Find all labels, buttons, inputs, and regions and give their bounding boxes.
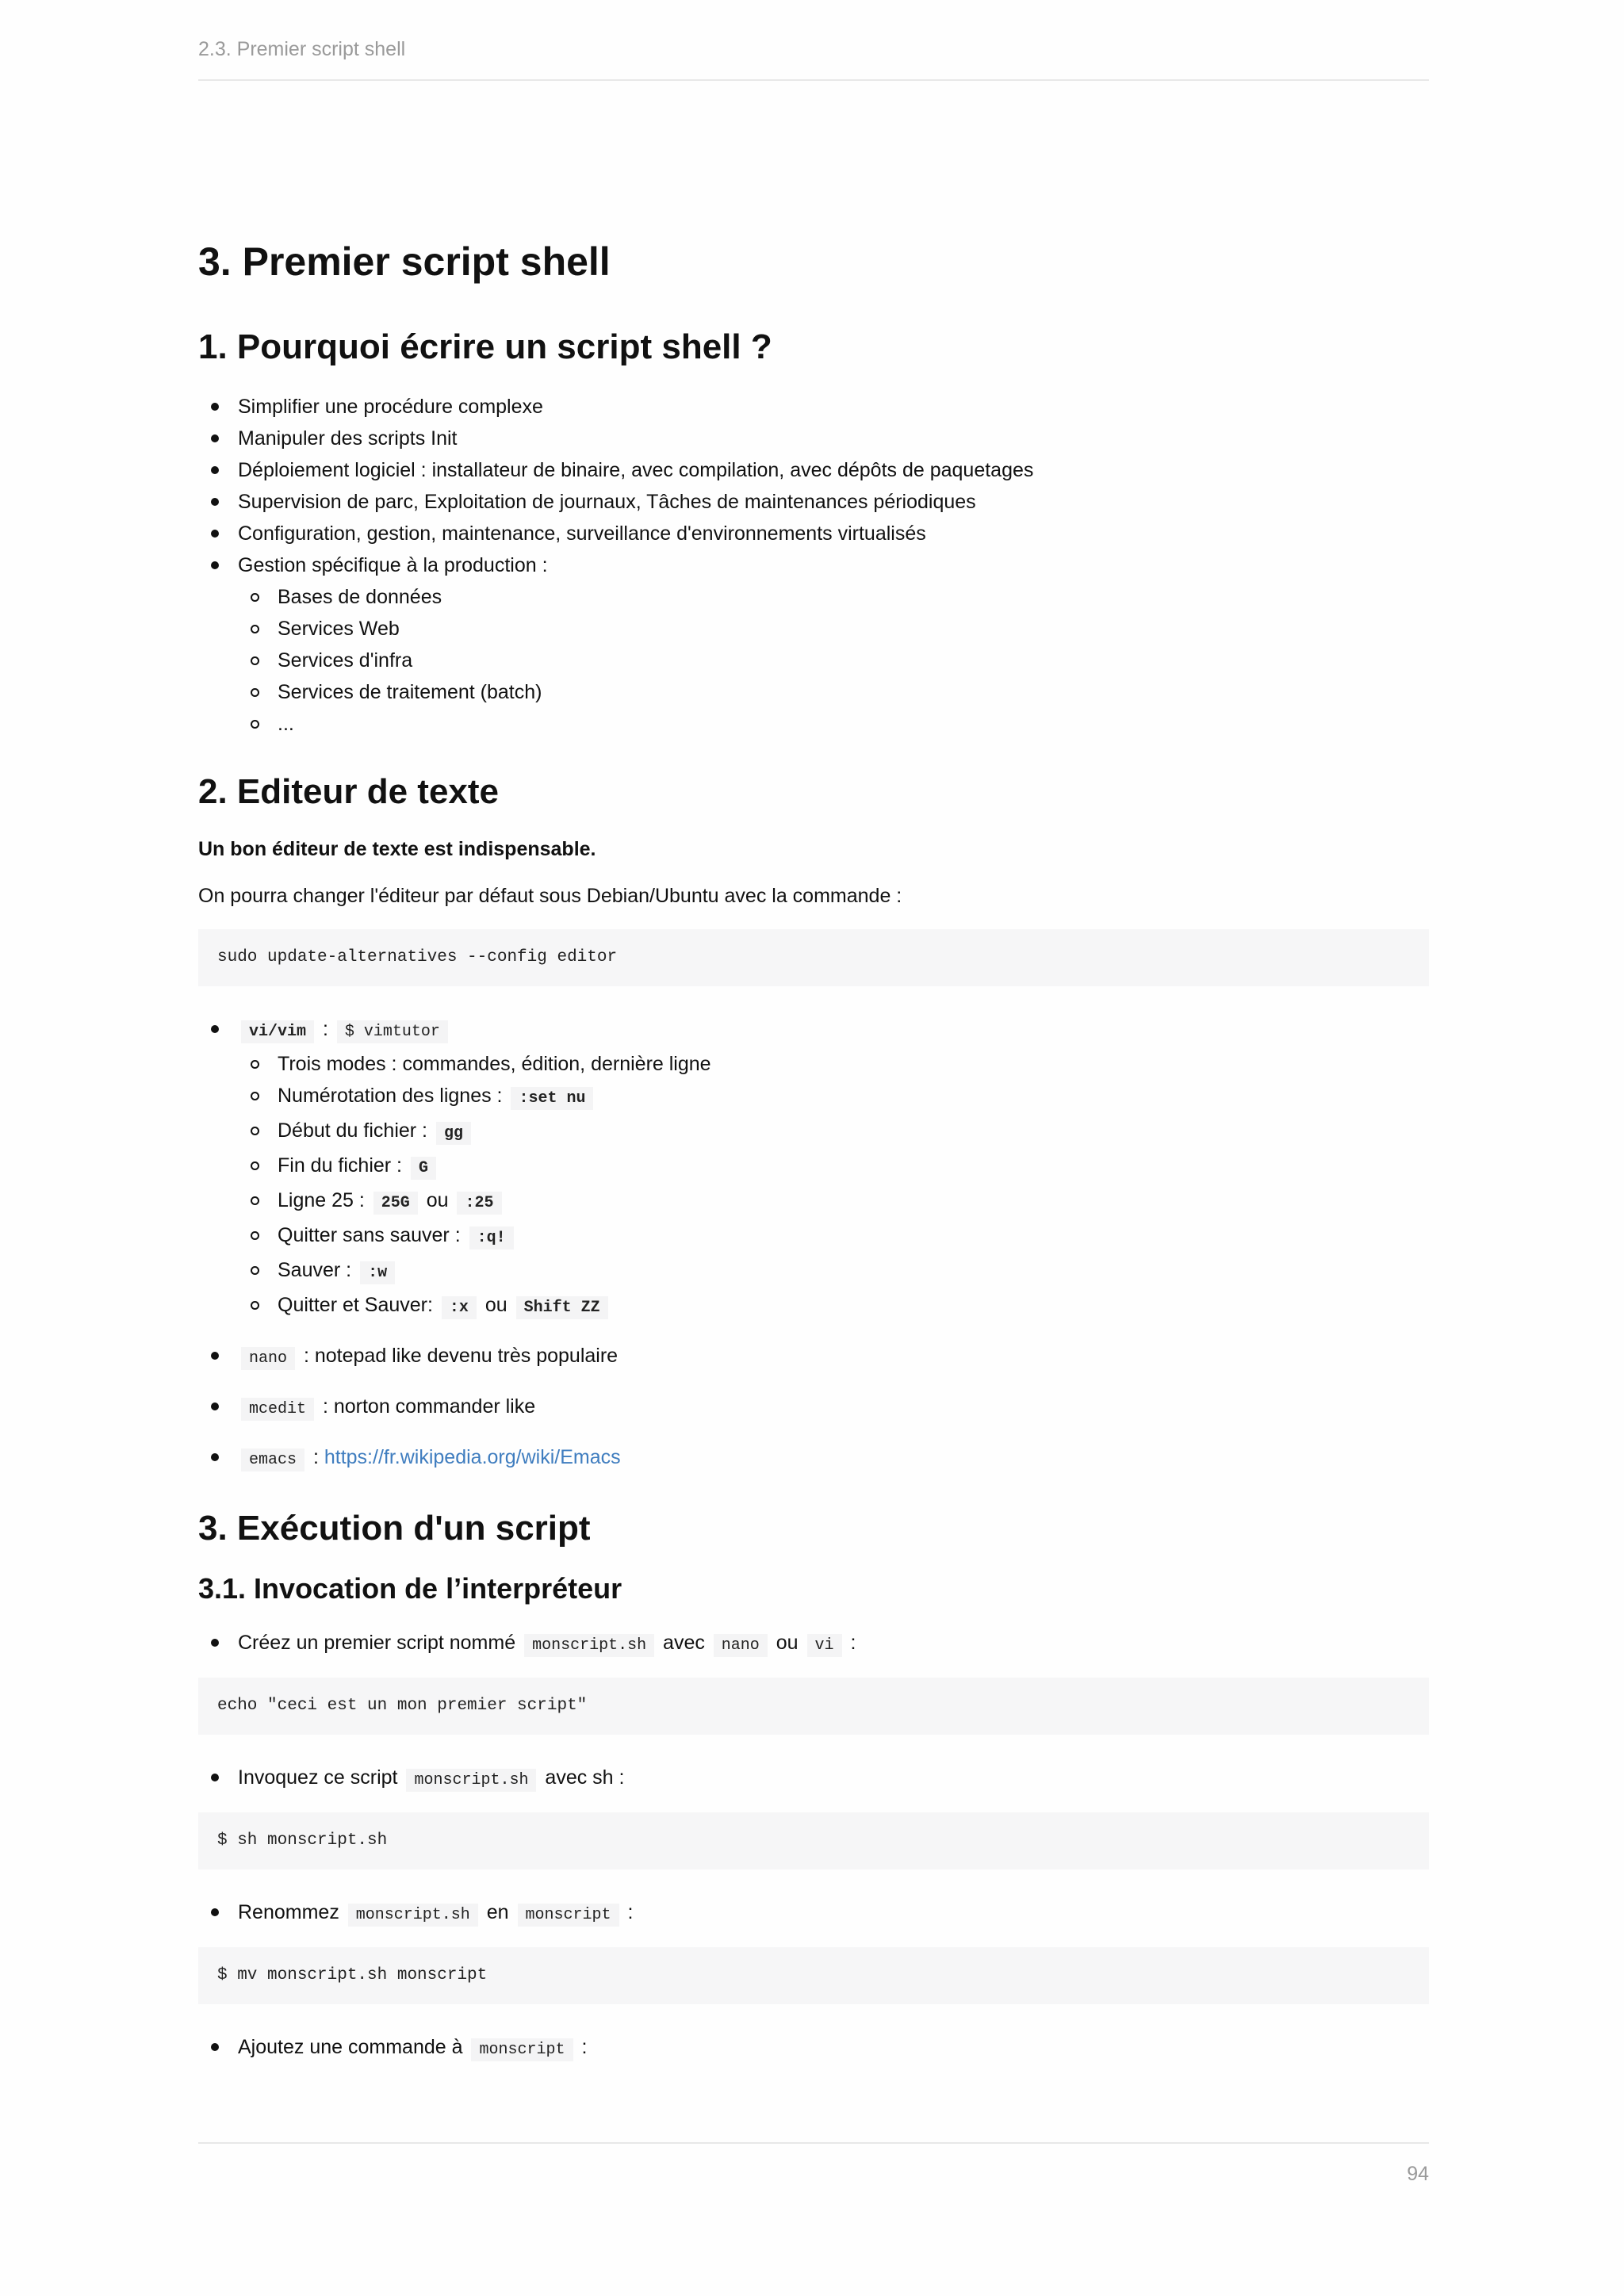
inline-code: 25G bbox=[373, 1192, 418, 1215]
section3-1-heading: 3.1. Invocation de l’interpréteur bbox=[198, 1572, 622, 1605]
text: Quitter et Sauver: bbox=[278, 1293, 439, 1316]
text: : notepad like devenu très populaire bbox=[298, 1344, 619, 1367]
text: : bbox=[308, 1445, 324, 1468]
list-item-label: Gestion spécifique à la production : bbox=[238, 553, 548, 576]
list-item-vim bbox=[198, 1013, 1429, 1324]
spacer bbox=[198, 1492, 1429, 1508]
page-title: 3. Premier script shell bbox=[198, 239, 611, 284]
inline-code: monscript bbox=[471, 2038, 573, 2061]
step-list bbox=[198, 1896, 1429, 1931]
list-item: Supervision de parc, Exploitation de journaux, Tâches de maintenances périodiques bbox=[198, 486, 1429, 518]
step-list bbox=[198, 1627, 1429, 1662]
sub-list-item bbox=[238, 1289, 1429, 1324]
text: Fin du fichier : bbox=[278, 1154, 408, 1177]
section3-heading: 3. Exécution d'un script bbox=[198, 1508, 591, 1548]
inline-code: :x bbox=[442, 1296, 477, 1319]
inline-code: nano bbox=[714, 1634, 768, 1657]
list-item: Simplifier une procédure complexe bbox=[198, 391, 1429, 423]
editors-list bbox=[198, 1013, 1429, 1476]
text: Créez un premier script nommé bbox=[238, 1631, 522, 1654]
inline-code: nano bbox=[241, 1347, 295, 1370]
text: Début du fichier : bbox=[278, 1119, 433, 1142]
sub-list-item: ... bbox=[238, 708, 1429, 740]
sub-list-item bbox=[238, 1115, 1429, 1150]
sub-list-item: Services Web bbox=[238, 613, 1429, 645]
text: : bbox=[317, 1017, 334, 1040]
step-list bbox=[198, 2031, 1429, 2066]
step-list bbox=[198, 1762, 1429, 1797]
inline-code: :25 bbox=[457, 1192, 501, 1215]
text: : bbox=[622, 1900, 634, 1923]
code-block-sh: $ sh monscript.sh bbox=[198, 1812, 1429, 1869]
sub-list-item bbox=[238, 1184, 1429, 1219]
text: Sauver : bbox=[278, 1258, 358, 1281]
section2-heading: 2. Editeur de texte bbox=[198, 771, 500, 811]
list-item-mcedit bbox=[198, 1391, 1429, 1425]
code-block-editor: sudo update-alternatives --config editor bbox=[198, 929, 1429, 986]
emacs-wikipedia-link[interactable]: https://fr.wikipedia.org/wiki/Emacs bbox=[324, 1445, 621, 1468]
page-number: 94 bbox=[1407, 2163, 1429, 2185]
running-header: 2.3. Premier script shell bbox=[198, 38, 406, 60]
list-item-emacs bbox=[198, 1441, 1429, 1476]
list-item bbox=[198, 549, 1429, 740]
sub-list-item: Trois modes : commandes, édition, dernière ligne bbox=[238, 1048, 1429, 1080]
header-divider bbox=[198, 79, 1429, 81]
inline-code: monscript.sh bbox=[348, 1904, 478, 1927]
text: Quitter sans sauver : bbox=[278, 1223, 466, 1246]
text: ou bbox=[479, 1293, 513, 1316]
inline-code: gg bbox=[436, 1122, 471, 1145]
inline-code: :q! bbox=[469, 1226, 514, 1249]
reasons-list bbox=[198, 391, 1429, 740]
inline-code: monscript bbox=[518, 1904, 619, 1927]
list-item bbox=[198, 1896, 1429, 1931]
text: ou bbox=[420, 1188, 454, 1211]
sub-list-item bbox=[238, 1080, 1429, 1115]
text: avec sh : bbox=[539, 1766, 625, 1789]
sub-list-item bbox=[238, 1254, 1429, 1289]
list-item: Configuration, gestion, maintenance, surveillance d'environnements virtualisés bbox=[198, 518, 1429, 549]
vim-sublist bbox=[238, 1048, 1429, 1324]
footer-divider bbox=[198, 2142, 1429, 2144]
inline-code: $ vimtutor bbox=[337, 1020, 448, 1043]
main-content bbox=[198, 238, 1429, 2066]
inline-code: emacs bbox=[241, 1448, 304, 1471]
section1-heading: 1. Pourquoi écrire un script shell ? bbox=[198, 327, 772, 366]
list-item bbox=[198, 1762, 1429, 1797]
text: Ligne 25 : bbox=[278, 1188, 370, 1211]
sub-list-item: Bases de données bbox=[238, 581, 1429, 613]
text: Numérotation des lignes : bbox=[278, 1084, 508, 1107]
inline-code: monscript.sh bbox=[406, 1769, 536, 1792]
text: : norton commander like bbox=[317, 1395, 536, 1418]
inline-code: mcedit bbox=[241, 1398, 314, 1421]
list-item: Manipuler des scripts Init bbox=[198, 423, 1429, 454]
strong-statement: Un bon éditeur de texte est indispensable. bbox=[198, 837, 596, 860]
text: : bbox=[845, 1631, 856, 1654]
inline-code: monscript.sh bbox=[524, 1634, 654, 1657]
text: Ajoutez une commande à bbox=[238, 2035, 469, 2058]
list-item: Déploiement logiciel : installateur de binaire, avec compilation, avec dépôts de paquetages bbox=[198, 454, 1429, 486]
text: Invoquez ce script bbox=[238, 1766, 404, 1789]
text: avec bbox=[657, 1631, 710, 1654]
sub-list-item: Services d'infra bbox=[238, 645, 1429, 676]
sub-list-item: Services de traitement (batch) bbox=[238, 676, 1429, 708]
list-item bbox=[198, 2031, 1429, 2066]
spacer bbox=[198, 740, 1429, 771]
code-block-mv: $ mv monscript.sh monscript bbox=[198, 1947, 1429, 2004]
text: : bbox=[576, 2035, 588, 2058]
intro-paragraph: On pourra changer l'éditeur par défaut sous Debian/Ubuntu avec la commande : bbox=[198, 884, 902, 907]
inline-code: vi bbox=[807, 1634, 842, 1657]
inline-code: vi/vim bbox=[241, 1020, 314, 1043]
text: en bbox=[481, 1900, 515, 1923]
inline-code: Shift ZZ bbox=[516, 1296, 608, 1319]
sub-list-item bbox=[238, 1150, 1429, 1184]
code-block-echo: echo "ceci est un mon premier script" bbox=[198, 1678, 1429, 1735]
inline-code: :set nu bbox=[511, 1087, 593, 1110]
inline-code: :w bbox=[360, 1261, 395, 1284]
text: Renommez bbox=[238, 1900, 345, 1923]
list-item bbox=[198, 1627, 1429, 1662]
list-item-nano bbox=[198, 1340, 1429, 1375]
production-sublist bbox=[238, 581, 1429, 740]
text: ou bbox=[770, 1631, 804, 1654]
inline-code: G bbox=[411, 1157, 436, 1180]
sub-list-item bbox=[238, 1219, 1429, 1254]
